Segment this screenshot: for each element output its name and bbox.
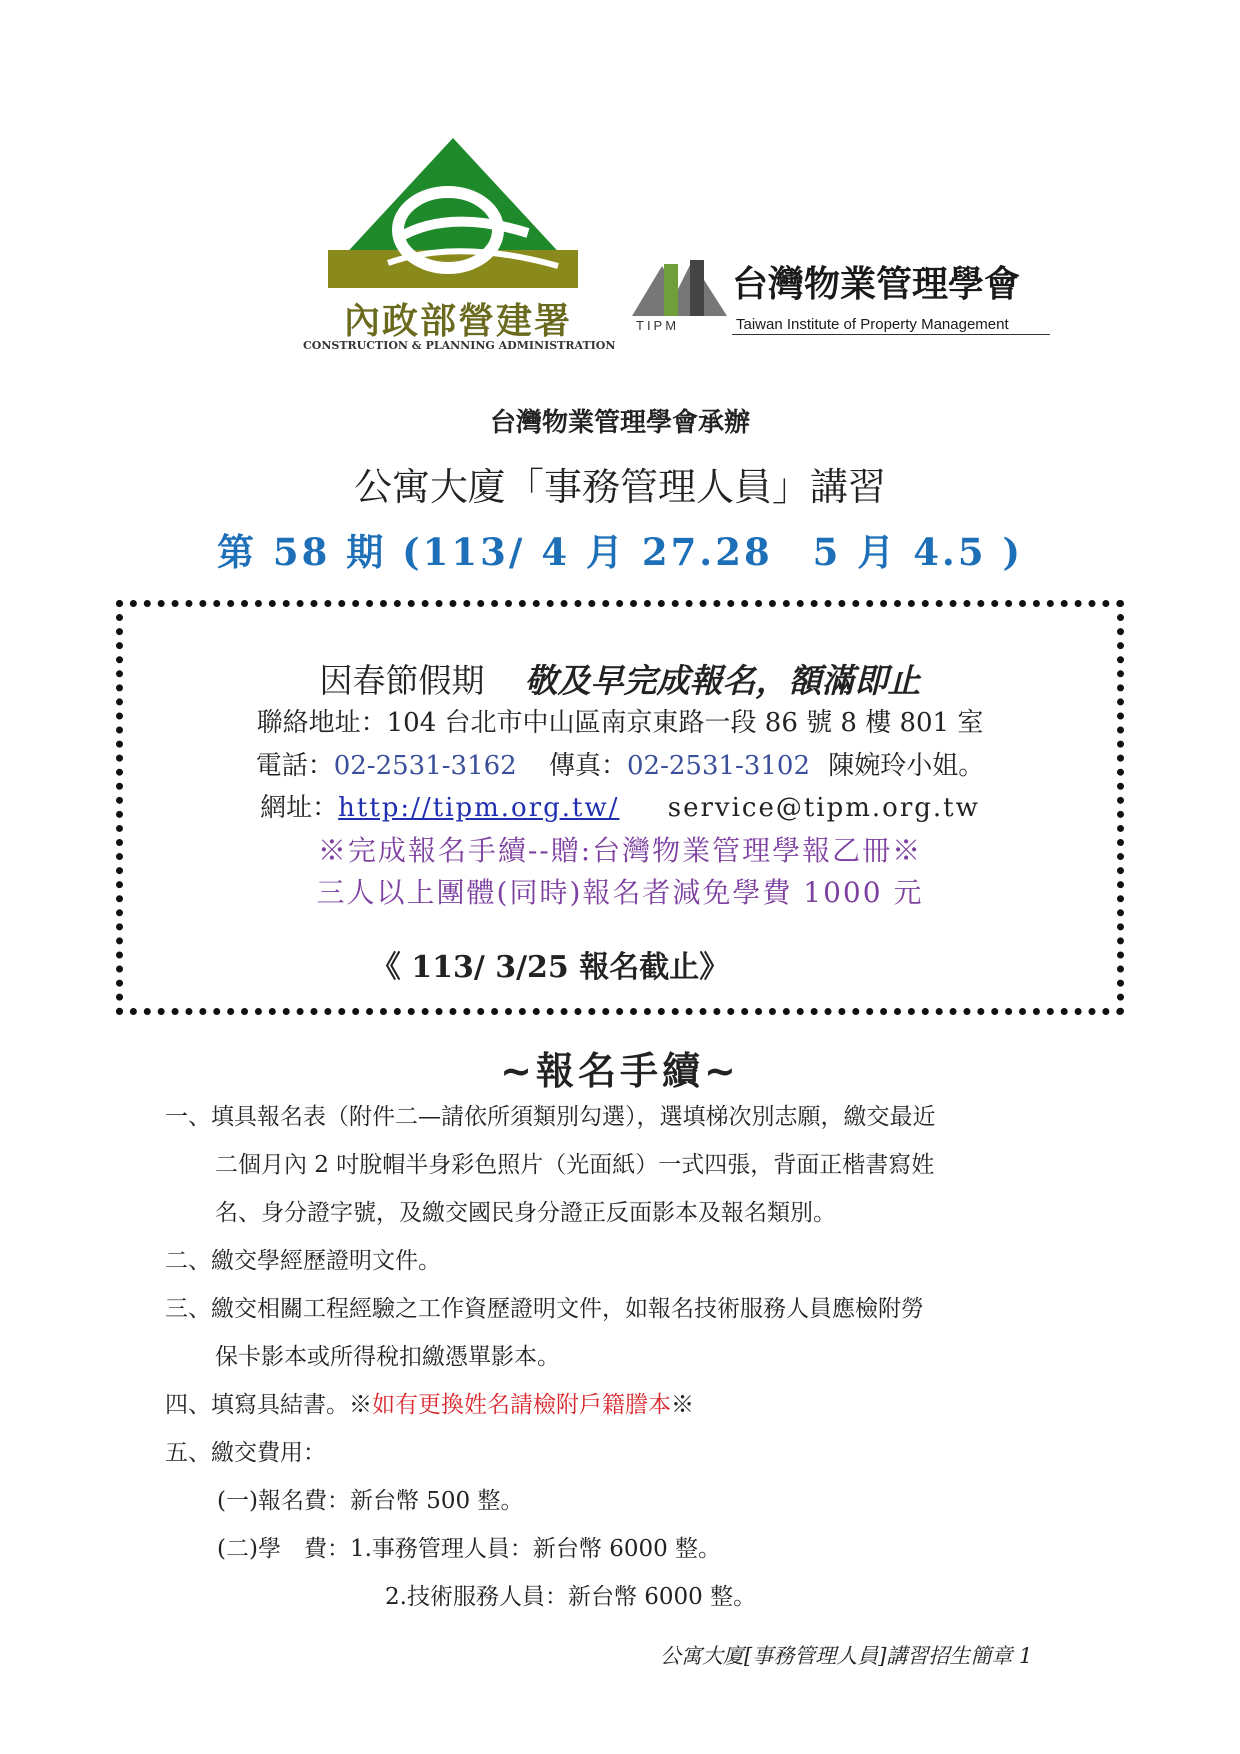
fax-number: 02-2531-3102	[627, 751, 810, 781]
procedure-line: 二、繳交學經歷證明文件。	[165, 1248, 441, 1274]
website-link[interactable]: http://tipm.org.tw/	[338, 793, 620, 823]
deadline: 《 113/ 3/25 報名截止》	[370, 950, 730, 985]
urge-text: 敬及早完成報名，額滿即止	[524, 661, 921, 700]
procedure-line: 保卡影本或所得稅扣繳憑單影本。	[215, 1344, 560, 1370]
procedure-item-4	[165, 1390, 694, 1420]
web-line	[123, 787, 1117, 824]
tipm-logo-chinese: 台灣物業管理學會	[732, 264, 1021, 305]
web-label: 網址：	[260, 793, 339, 823]
item4-warning: 如有更換姓名請檢附戶籍謄本	[372, 1392, 671, 1418]
tipm-logo	[632, 256, 1052, 338]
procedure-line: 名、身分證字號，及繳交國民身分證正反面影本及報名類別。	[215, 1200, 836, 1226]
holiday-notice	[123, 655, 1117, 702]
procedure-item-5: 五、繳交費用：	[165, 1440, 326, 1466]
tel-label: 電話：	[255, 751, 334, 781]
procedure-line: 一、填具報名表（附件二—請依所須類別勾選），選填梯次別志願，繳交最近	[165, 1104, 936, 1130]
group-discount: 三人以上團體(同時)報名者減免學費 1000 元	[316, 876, 924, 909]
tipm-logo-english: Taiwan Institute of Property Management	[736, 316, 1009, 333]
procedure-line: 二個月內 2 吋脫帽半身彩色照片（光面紙）一式四張，背面正楷書寫姓	[215, 1152, 935, 1178]
course-title: 公寓大廈「事務管理人員」講習	[353, 465, 886, 509]
tipm-logo-rule	[732, 334, 1050, 335]
notice-box	[116, 600, 1124, 1015]
session-dates: 第 58 期 (113/ 4 月 27.28 5 月 4.5 )	[217, 530, 1023, 574]
organizer: 台灣物業管理學會承辦	[489, 408, 750, 438]
tipm-logo-abbreviation: TIPM	[636, 318, 680, 333]
email-address: service@tipm.org.tw	[667, 793, 980, 823]
tipm-emblem-icon	[632, 256, 727, 318]
contact-address: 聯絡地址：104 台北市中山區南京東路一段 86 號 8 樓 801 室	[256, 708, 984, 738]
holiday-label: 因春節假期	[319, 661, 485, 700]
cpa-logo-english: CONSTRUCTION & PLANNING ADMINISTRATION	[303, 339, 616, 352]
item4-prefix: 四、填寫具結書。※	[165, 1392, 372, 1418]
phone-fax-line	[123, 745, 1117, 782]
gift-notice: ※完成報名手續--贈:台灣物業管理學報乙冊※	[317, 834, 923, 867]
procedure-heading: ~報名手續~	[500, 1049, 740, 1093]
fee-tuition-2: 2.技術服務人員：新台幣 6000 整。	[385, 1584, 757, 1610]
fee-tuition-1: (二)學 費：1.事務管理人員：新台幣 6000 整。	[217, 1536, 722, 1562]
item4-suffix: ※	[671, 1392, 694, 1418]
tel-number: 02-2531-3162	[333, 751, 517, 781]
procedure-line: 三、繳交相關工程經驗之工作資歷證明文件，如報名技術服務人員應檢附勞	[165, 1296, 924, 1322]
cpa-logo	[303, 138, 616, 358]
cpa-emblem-icon	[328, 138, 578, 288]
cpa-logo-chinese: 內政部營建署	[343, 301, 572, 342]
contact-person: 陳婉玲小姐。	[828, 751, 985, 781]
page-footer: 公寓大廈[事務管理人員]講習招生簡章 1	[660, 1644, 1033, 1668]
fax-label: 傳真：	[548, 751, 627, 781]
fee-registration: (一)報名費：新台幣 500 整。	[217, 1488, 524, 1514]
